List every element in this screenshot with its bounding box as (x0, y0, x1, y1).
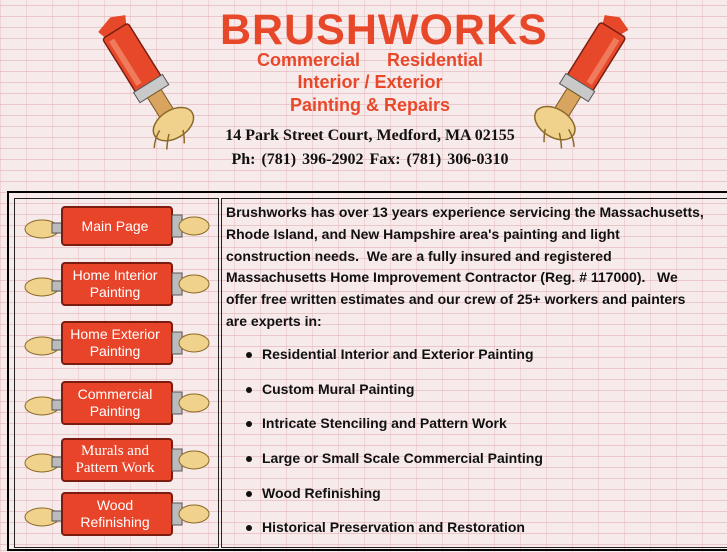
nav-label: Murals and Pattern Work (75, 443, 155, 476)
tagline-painting-repairs: Painting & Repairs (289, 95, 451, 115)
site-header (0, 0, 727, 185)
nav-label: Home Interior Painting (72, 267, 158, 300)
list-item: Large or Small Scale Commercial Painting (245, 448, 543, 483)
intro-paragraph: Brushworks has over 13 years experience servicing the Massachusetts, Rhode Island, and New Hampshire area's painting and light construction needs. We are a fully insured and registered Massachusetts Home Improvement Contractor (Reg. # 117000). We offer free written estimates and our crew of 25+ workers and painters are experts in: (226, 204, 708, 329)
nav-wood-refinishing[interactable] (22, 491, 212, 537)
nav-label: Home Exterior Painting (70, 326, 160, 359)
street-address: 14 Park Street Court, Medford, MA 02155 (225, 127, 515, 144)
nav-main-page[interactable] (22, 203, 212, 249)
nav-home-interior-painting[interactable] (22, 261, 212, 307)
nav-label: Main Page (81, 217, 149, 234)
list-item: Historical Preservation and Restoration (245, 517, 543, 552)
services-list (245, 344, 543, 552)
phone-fax: Ph: (781) 396-2902 Fax: (781) 306-0310 (231, 151, 509, 168)
site-logo: BRUSHWORKS (220, 6, 548, 54)
list-item: Intricate Stenciling and Pattern Work (245, 413, 543, 448)
nav-home-exterior-painting[interactable] (22, 320, 212, 366)
tagline-commercial-residential: Commercial Residential (256, 50, 484, 70)
tagline-interior-exterior: Interior / Exterior (297, 72, 443, 92)
list-item: Custom Mural Painting (245, 379, 543, 414)
nav-label: Wood Refinishing (80, 497, 150, 530)
nav-label: Commercial Painting (77, 386, 153, 419)
list-item: Residential Interior and Exterior Painting (245, 344, 543, 379)
nav-murals-pattern-work[interactable] (22, 437, 212, 483)
list-item: Wood Refinishing (245, 483, 543, 518)
nav-commercial-painting[interactable] (22, 380, 212, 426)
